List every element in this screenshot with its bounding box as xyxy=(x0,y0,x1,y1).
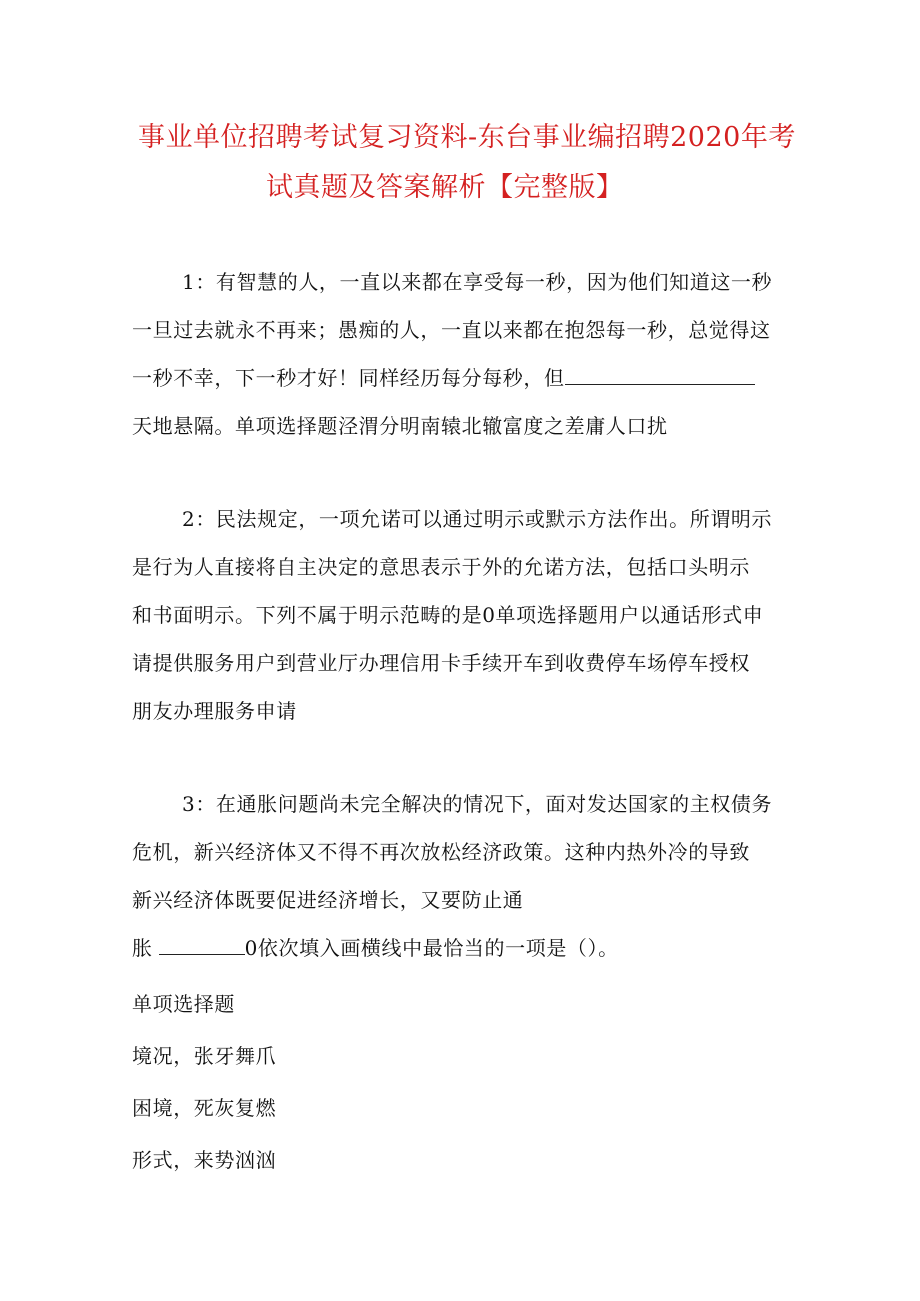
question-3-line-4-pre: 胀 xyxy=(132,936,153,960)
question-3 xyxy=(132,780,792,972)
question-type-label: 单项选择题 xyxy=(132,992,235,1016)
question-1-line-4: 天地悬隔。单项选择题泾渭分明南辕北辙富度之差庸人口扰 xyxy=(132,414,668,438)
question-3-options xyxy=(132,978,276,1186)
fill-in-blank xyxy=(159,936,245,955)
document-title xyxy=(138,113,796,213)
question-3-line-1: 3：在通胀问题尚未完全解决的情况下，面对发达国家的主权债务 xyxy=(182,792,773,816)
question-2-line-1: 2：民法规定，一项允诺可以通过明示或默示方法作出。所谓明示 xyxy=(182,507,773,531)
question-3-line-2: 危机，新兴经济体又不得不再次放松经济政策。这种内热外冷的导致 xyxy=(132,840,750,864)
fill-in-blank xyxy=(565,366,755,385)
title-line-1: 事业单位招聘考试复习资料-东台事业编招聘2020年考 xyxy=(138,122,796,153)
question-3-line-3: 新兴经济体既要促进经济增长，又要防止通 xyxy=(132,888,524,912)
option-item: 困境，死灰复燃 xyxy=(132,1096,277,1120)
question-3-line-4-post: 0依次填入画横线中最恰当的一项是（）。 xyxy=(244,936,619,960)
question-2 xyxy=(132,495,792,735)
question-3-line-4 xyxy=(132,924,792,972)
question-2-line-2: 是行为人直接将自主决定的意思表示于外的允诺方法，包括口头明示 xyxy=(132,555,750,579)
question-2-line-5: 朋友办理服务申请 xyxy=(132,699,297,723)
title-line-2: 试真题及答案解析【完整版】 xyxy=(266,172,624,203)
option-item: 形式，来势汹汹 xyxy=(132,1148,277,1172)
question-1-line-2: 一旦过去就永不再来；愚痴的人，一直以来都在抱怨每一秒，总觉得这 xyxy=(132,318,771,342)
question-1-line-3 xyxy=(132,354,792,402)
question-1-line-1: 1：有智慧的人，一直以来都在享受每一秒，因为他们知道这一秒 xyxy=(182,270,773,294)
question-2-line-4: 请提供服务用户到营业厅办理信用卡手续开车到收费停车场停车授权 xyxy=(132,651,750,675)
question-1-line-3-text: 一秒不幸，下一秒才好！同样经历每分每秒，但 xyxy=(132,366,565,390)
question-2-line-3: 和书面明示。下列不属于明示范畴的是0单项选择题用户以通话形式申 xyxy=(132,603,764,627)
option-item: 境况，张牙舞爪 xyxy=(132,1044,277,1068)
question-1 xyxy=(132,258,792,450)
